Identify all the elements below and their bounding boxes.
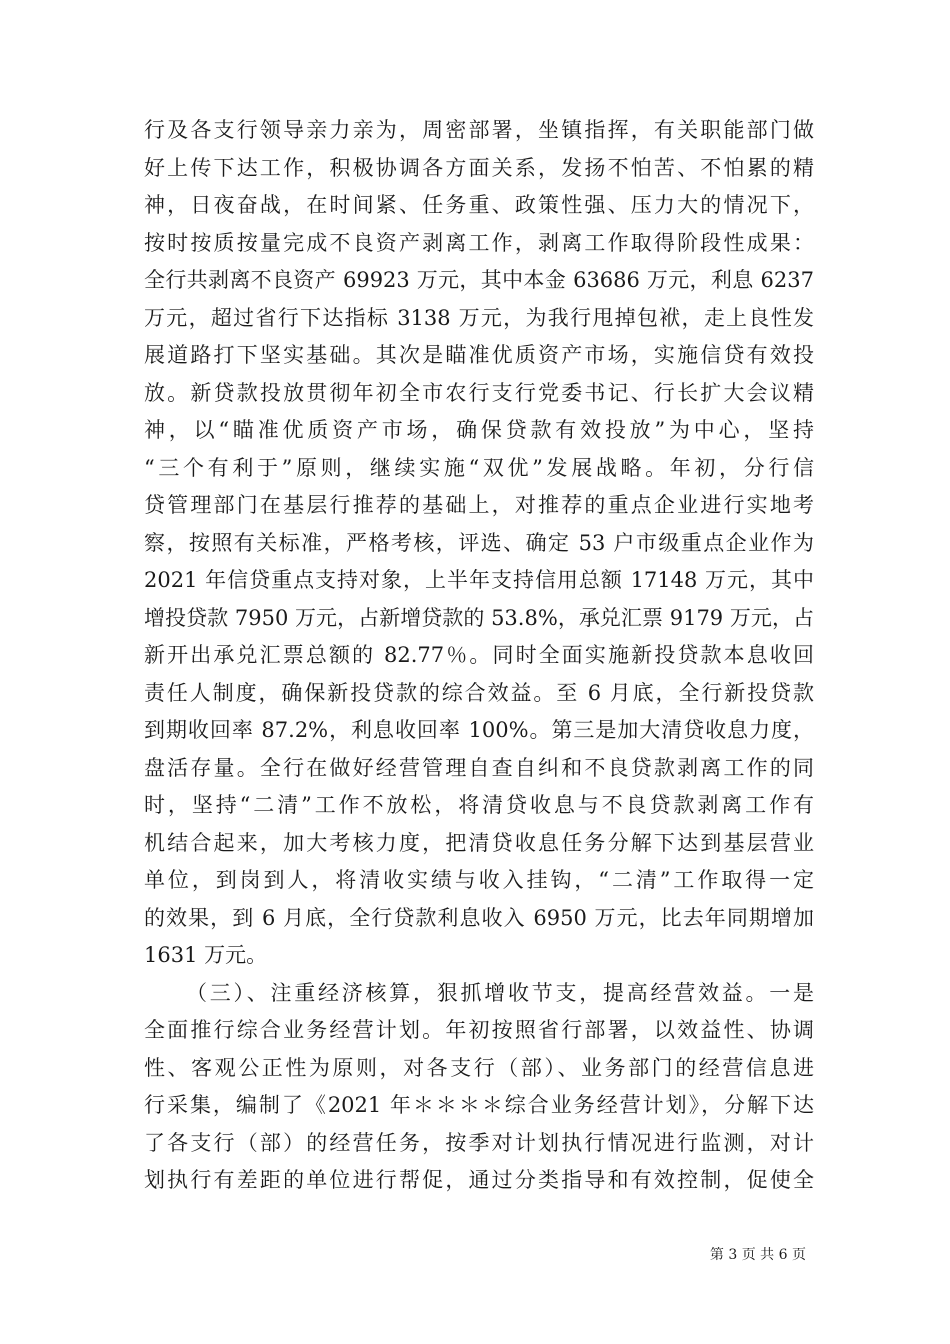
text-line: 好上传下达工作，积极协调各方面关系，发扬不怕苦、不怕累的精	[144, 155, 814, 180]
text-line: 行采集，编制了《2021 年＊＊＊＊综合业务经营计划》，分解下达	[144, 1093, 814, 1117]
text-line: 时，坚持“二清”工作不放松，将清贷收息与不良贷款剥离工作有	[144, 793, 814, 817]
paragraph-1	[144, 112, 814, 975]
text-line: 贷管理部门在基层行推荐的基础上，对推荐的重点企业进行实地考	[144, 493, 814, 517]
text-line: 机结合起来，加大考核力度，把清贷收息任务分解下达到基层营业	[144, 830, 814, 855]
text-line: 划执行有差距的单位进行帮促，通过分类指导和有效控制，促使全	[144, 1168, 814, 1192]
text-line: 到期收回率 87.2%，利息收回率 100%。第三是加大清贷收息力度，	[144, 718, 814, 742]
text-line: 展道路打下坚实基础。其次是瞄准优质资产市场，实施信贷有效投	[144, 343, 814, 367]
text-line: 按时按质按量完成不良资产剥离工作，剥离工作取得阶段性成果：	[144, 230, 814, 255]
text-line: 性、客观公正性为原则，对各支行（部）、业务部门的经营信息进	[144, 1055, 814, 1080]
text-line: 责任人制度，确保新投贷款的综合效益。至 6 月底，全行新投贷款	[144, 680, 814, 705]
text-line: 的效果，到 6 月底，全行贷款利息收入 6950 万元，比去年同期增加	[144, 905, 814, 930]
text-line: 1631 万元。	[144, 943, 268, 967]
text-line: 察，按照有关标准，严格考核，评选、确定 53 户市级重点企业作为	[144, 530, 814, 555]
text-line: 万元，超过省行下达指标 3138 万元，为我行甩掉包袱，走上良性发	[144, 305, 814, 330]
page-number: 第 3 页 共 6 页	[709, 1247, 806, 1263]
text-line: 2021 年信贷重点支持对象，上半年支持信用总额 17148 万元，其中	[144, 568, 814, 592]
text-line: 单位，到岗到人，将清收实绩与收入挂钩，“二清”工作取得一定	[144, 868, 814, 892]
text-line: 放。新贷款投放贯彻年初全市农行支行党委书记、行长扩大会议精	[144, 380, 814, 405]
text-line: 神，日夜奋战，在时间紧、任务重、政策性强、压力大的情况下，	[144, 193, 814, 217]
text-line: （三）、注重经济核算，狠抓增收节支，提高经营效益。一是	[186, 980, 814, 1005]
text-line: 全行共剥离不良资产 69923 万元，其中本金 63686 万元，利息 6237	[144, 268, 814, 292]
text-line: 神，以“瞄准优质资产市场，确保贷款有效投放”为中心，坚持	[144, 418, 814, 442]
text-line: 了各支行（部）的经营任务，按季对计划执行情况进行监测，对计	[144, 1130, 814, 1155]
text-line: “三个有利于”原则，继续实施“双优”发展战略。年初，分行信	[144, 455, 814, 480]
text-line: 盘活存量。全行在做好经营管理自查自纠和不良贷款剥离工作的同	[144, 755, 814, 780]
text-line: 增投贷款 7950 万元，占新增贷款的 53.8%，承兑汇票 9179 万元，占	[144, 605, 814, 630]
text-line: 全面推行综合业务经营计划。年初按照省行部署，以效益性、协调	[144, 1018, 814, 1042]
text-line: 行及各支行领导亲力亲为，周密部署，坐镇指挥，有关职能部门做	[144, 118, 814, 142]
paragraph-2	[144, 975, 814, 1200]
text-line: 新开出承兑汇票总额的 82.77％。同时全面实施新投贷款本息收回	[144, 643, 814, 667]
body-text	[144, 112, 814, 1200]
